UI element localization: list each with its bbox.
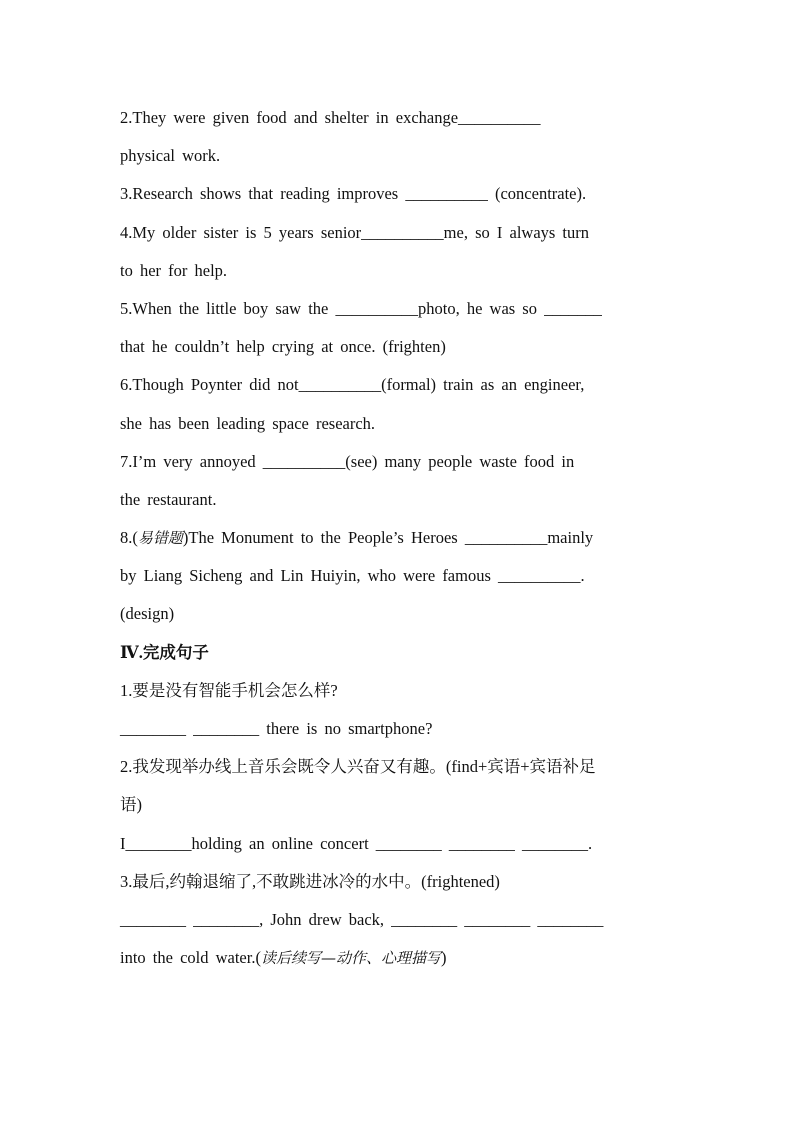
question-5-line-2: that he couldn’t help crying at once. (frighten) [120,337,446,357]
question-3-line-1: 3.Research shows that reading improves __________ (concentrate). [120,184,587,204]
sentence-3-prompt: 3.最后,约翰退缩了,不敢跳进冰冷的水中。(frightened) [120,871,500,891]
sentence-2-prompt-line-2: 语) [120,795,142,815]
question-8-line-1 [120,519,676,557]
question-8-line-3: (design) [120,604,175,624]
question-2-line-1: 2.They were given food and shelter in exchange__________ [120,108,541,127]
sentence-2-answer: I________holding an online concert ________ ________ ________. [120,833,593,853]
question-6-line-2: she has been leading space research. [120,413,376,433]
question-8-prefix: 8.( [120,528,138,548]
question-2-line-2: physical work. [120,146,221,166]
question-8-tag: 易错题 [137,529,183,548]
sentence-3-answer-line-1: ________ ________, John drew back, ________ ________ ________ [120,909,604,929]
section-4-heading: Ⅳ.完成句子 [120,642,209,662]
question-7-line-2: the restaurant. [120,489,217,509]
question-8-line-1-rest: )The Monument to the People’s Heroes __________mainly [182,528,594,548]
sentence-3-answer-line-2-end: ) [440,948,447,968]
question-7-line-1: 7.I’m very annoyed __________(see) many people waste food in [120,451,575,471]
question-8-line-2: by Liang Sicheng and Lin Huiyin, who were famous __________. [120,566,585,586]
sentence-1-answer: ________ ________ there is no smartphone? [120,719,433,738]
question-4-line-1: 4.My older sister is 5 years senior__________me, so I always turn [120,222,590,242]
sentence-2-prompt-line-1: 2.我发现举办线上音乐会既令人兴奋又有趣。(find+宾语+宾语补足 [120,757,596,777]
sentence-3-answer-line-2 [120,939,676,977]
question-5-line-1: 5.When the little boy saw the __________photo, he was so _______ [120,298,602,318]
sentence-3-writing-note: 读后续写—动作、心理描写 [260,949,441,968]
sentence-3-answer-line-2-text: into the cold water.( [120,948,261,968]
worksheet-content [120,99,676,977]
sentence-1-prompt: 1.要是没有智能手机会怎么样? [120,680,338,700]
question-4-line-2: to her for help. [120,260,228,280]
question-6-line-1: 6.Though Poynter did not__________(formal) train as an engineer, [120,375,585,395]
